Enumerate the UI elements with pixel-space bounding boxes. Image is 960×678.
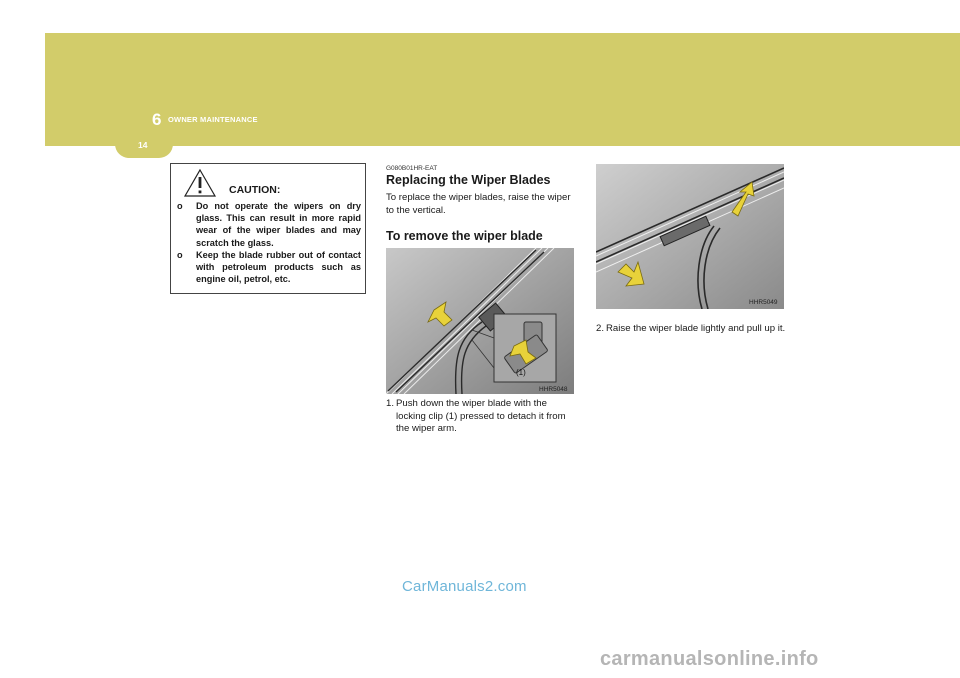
step-2: [596, 323, 786, 336]
watermark-center: CarManuals2.com: [402, 578, 527, 595]
section-heading: Replacing the Wiper Blades: [386, 173, 551, 187]
caution-box: [170, 163, 366, 294]
wiper-raise-figure: [596, 164, 784, 309]
step-1: [386, 398, 576, 436]
caution-item-text: Keep the blade rubber out of contact with petroleum products such as engine oil, petrol, etc.: [196, 249, 361, 285]
header-band: [45, 33, 960, 146]
section-code: G080B01HR-EAT: [386, 165, 438, 172]
caution-bullet: o: [177, 201, 183, 211]
wiper-removal-illustration: [386, 248, 574, 394]
chapter-number: 6: [152, 110, 162, 129]
figure-code: HHR5049: [749, 299, 778, 306]
caution-list: [176, 200, 361, 285]
watermark-footer: carmanualsonline.info: [600, 648, 819, 670]
step-number: 1.: [386, 398, 395, 409]
step-text: Push down the wiper blade with the locking clip (1) pressed to detach it from the wiper arm.: [396, 398, 566, 434]
step-text: Raise the wiper blade lightly and pull up it.: [606, 323, 786, 334]
page-number: 14: [138, 140, 148, 150]
caution-item: [176, 200, 361, 249]
caution-bullet: o: [177, 249, 183, 260]
subheading: To remove the wiper blade: [386, 229, 543, 243]
caution-item: [176, 249, 361, 286]
caution-title: CAUTION:: [229, 184, 281, 196]
figure-callout: (1): [516, 368, 526, 377]
step-number: 2.: [596, 323, 605, 334]
chapter-title: OWNER MAINTENANCE: [168, 115, 258, 124]
wiper-removal-figure: [386, 248, 574, 394]
figure-code: HHR5048: [539, 386, 568, 393]
caution-item-text: Do not operate the wipers on dry glass. This can result in more rapid wear of the wiper blades and may scratch the glass.: [196, 201, 361, 248]
warning-triangle-icon: [183, 168, 217, 198]
intro-text: To replace the wiper blades, raise the wiper to the vertical.: [386, 192, 571, 216]
wiper-raise-illustration: [596, 164, 784, 309]
